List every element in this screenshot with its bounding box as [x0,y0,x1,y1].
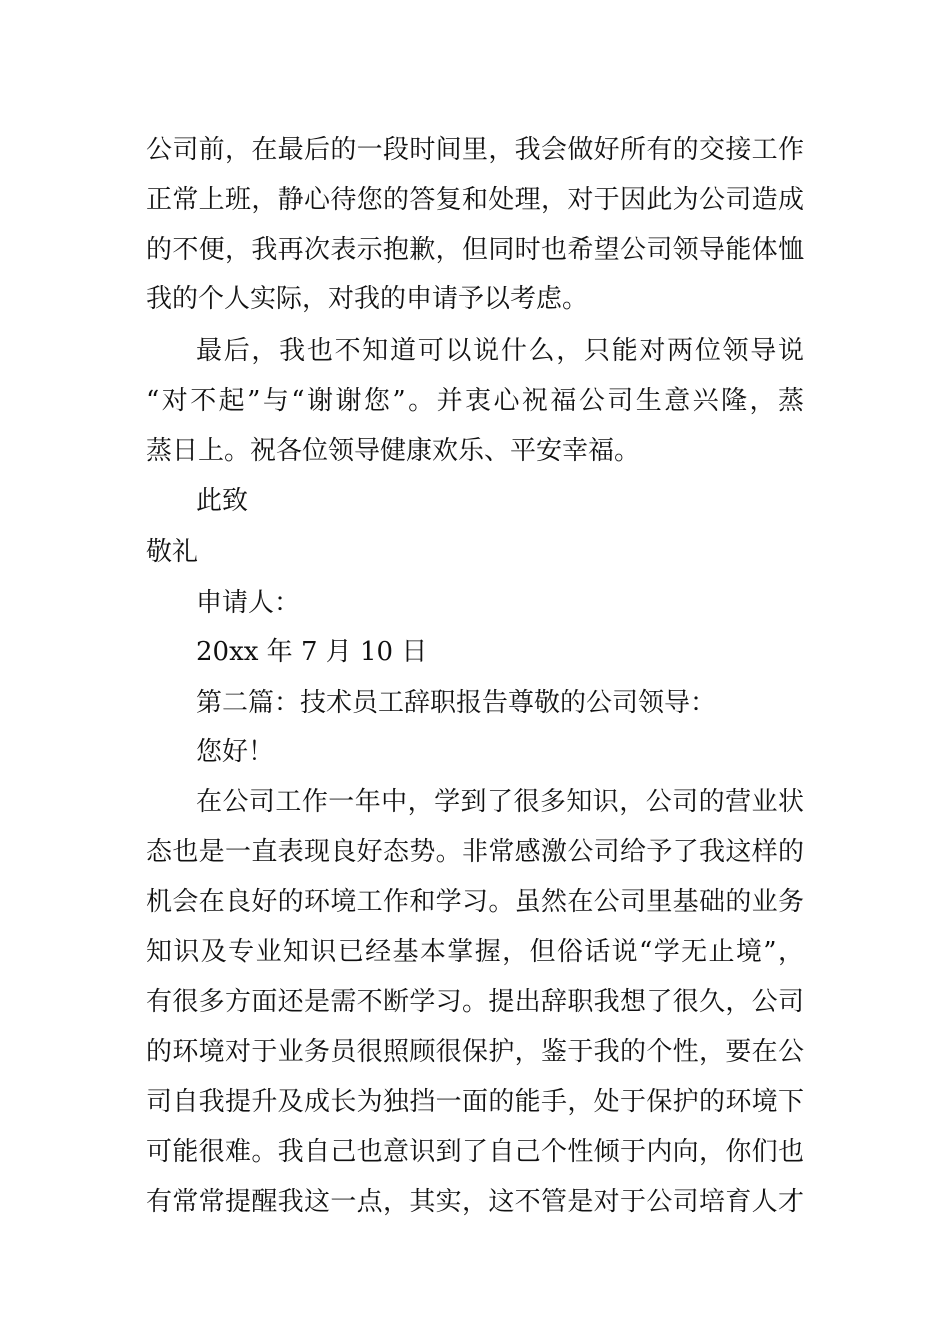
paragraph2-line-3: 蒸日上。祝各位领导健康欢乐、平安幸福。 [146,436,641,466]
closing-applicant: 申请人： [196,588,301,618]
section2-heading: 第二篇：技术员工辞职报告尊敬的公司领导： [196,688,717,718]
closing-cizhi: 此致 [196,486,249,516]
paragraph1-line-2: 正常上班，静心待您的答复和处理，对于因此为公司造成 [146,185,804,215]
section2-body-line-4: 知识及专业知识已经基本掌握，但俗话说“学无止境”， [146,937,804,967]
section2-body-line-5: 有很多方面还是需不断学习。提出辞职我想了很久，公司 [146,987,804,1017]
paragraph2-line-1: 最后，我也不知道可以说什么，只能对两位领导说 [196,336,804,366]
section2-body-line-3: 机会在良好的环境工作和学习。虽然在公司里基础的业务 [146,887,804,917]
section2-body-line-2: 态也是一直表现良好态势。非常感激公司给予了我这样的 [146,837,804,867]
section2-body-line-9: 有常常提醒我这一点，其实，这不管是对于公司培育人才 [146,1187,804,1217]
section2-body-line-8: 可能很难。我自己也意识到了自己个性倾于内向，你们也 [146,1137,804,1167]
paragraph2-line-2: “对不起”与“谢谢您”。并衷心祝福公司生意兴隆，蒸 [146,386,804,416]
closing-date: 20xx 年 7 月 10 日 [196,637,428,667]
section2-body-line-7: 司自我提升及成长为独挡一面的能手，处于保护的环境下 [146,1087,804,1117]
paragraph1-line-3: 的不便，我再次表示抱歉，但同时也希望公司领导能体恤 [146,235,804,265]
section2-body-line-6: 的环境对于业务员很照顾很保护，鉴于我的个性，要在公 [146,1037,804,1067]
paragraph1-line-1: 公司前，在最后的一段时间里，我会做好所有的交接工作 [146,135,804,165]
section2-body-line-1: 在公司工作一年中，学到了很多知识，公司的营业状 [196,787,804,817]
paragraph1-line-4: 我的个人实际，对我的申请予以考虑。 [146,284,589,314]
closing-jingli: 敬礼 [146,537,199,567]
section2-greeting: 您好！ [196,737,275,767]
